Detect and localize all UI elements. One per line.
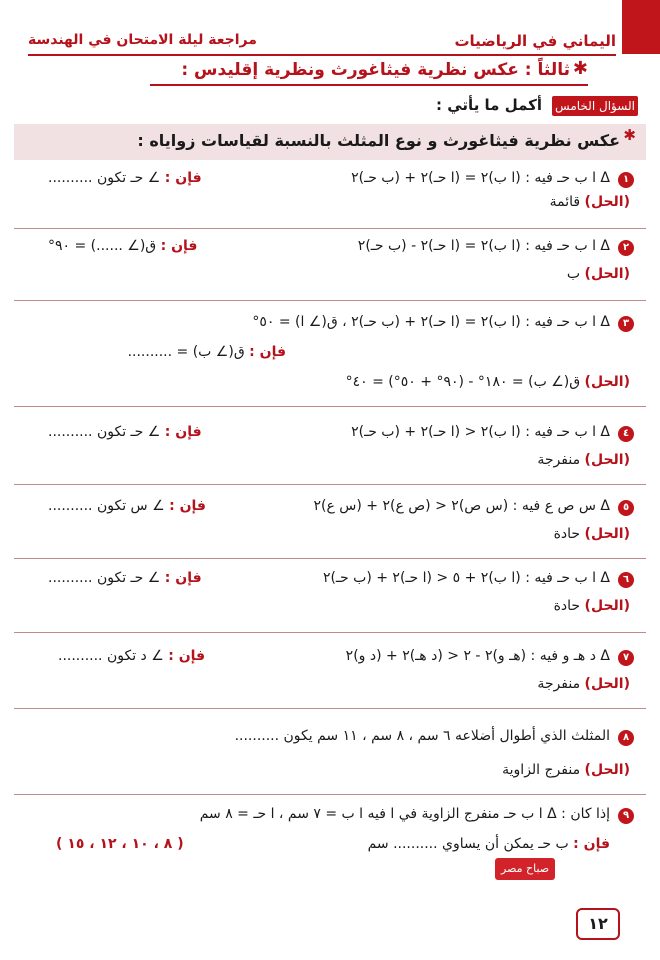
exercise-item-1 — [14, 170, 646, 226]
conclusion-text: ∠ د تكون .......... — [58, 648, 164, 664]
conclusion-text: ∠ س تكون .......... — [48, 498, 165, 514]
star-icon: ✱ — [572, 58, 588, 79]
conclusion-text: ق(∠ ب) = .......... — [127, 344, 245, 360]
conclusion-keyword: فإن : — [168, 648, 206, 664]
solution-label: (الحل) — [584, 452, 630, 468]
star-icon: ✱ — [623, 126, 636, 144]
item-statement: Δ ا ب حـ فيه : (ا ب)٢ < (ا حـ)٢ + (ب حـ)٢ — [351, 424, 610, 440]
exercise-item-4 — [14, 424, 646, 480]
conclusion-text: ب حـ يمكن أن يساوي .......... سم — [367, 836, 569, 852]
header-right-title: اليماني في الرياضيات — [454, 32, 616, 50]
item-divider — [14, 228, 646, 229]
item-number: ١ — [618, 172, 634, 188]
item-number: ٨ — [618, 730, 634, 746]
exercise-item-7 — [14, 648, 646, 704]
item-statement: Δ س ص ع فيه : (س ص)٢ < (ص ع)٢ + (س ع)٢ — [313, 498, 610, 514]
item-divider — [14, 300, 646, 301]
conclusion-text: ق(∠ ......) = ٩٠° — [48, 238, 157, 254]
item-statement: المثلث الذي أطوال أضلاعه ٦ سم ، ٨ سم ، ١١ سم يكون .......... — [234, 728, 610, 744]
page-number: ١٢ — [576, 908, 620, 940]
item-statement: Δ ا ب حـ فيه : (ا ب)٢ + ٥ < (ا حـ)٢ + (ب حـ)٢ — [322, 570, 610, 586]
exercise-item-2 — [14, 238, 646, 294]
header-left-title: مراجعة ليلة الامتحان في الهندسة — [28, 32, 257, 48]
solution-label: (الحل) — [584, 598, 630, 614]
solution-text: حادة — [553, 598, 581, 614]
item-statement: Δ ا ب حـ فيه : (ا ب)٢ = (ا حـ)٢ - (ب حـ)٢ — [357, 238, 610, 254]
item-number: ٣ — [618, 316, 634, 332]
exercise-item-5 — [14, 498, 646, 554]
conclusion-keyword: فإن : — [573, 836, 610, 852]
question-label: السؤال الخامس — [552, 96, 638, 116]
conclusion-keyword: فإن : — [249, 344, 286, 360]
item-statement: Δ د هـ و فيه : (هـ و)٢ - ٢ < (د هـ)٢ + (د و)٢ — [345, 648, 610, 664]
solution-text: منفرجة — [537, 676, 581, 692]
solution-text: ق(∠ ب) = ١٨٠° - (٩٠° + ٥٠°) = ٤٠° — [345, 374, 581, 390]
conclusion-text: ∠ حـ تكون .......... — [48, 570, 161, 586]
item-divider — [14, 708, 646, 709]
conclusion-keyword: فإن : — [164, 570, 202, 586]
exercise-item-8 — [14, 728, 646, 788]
answer-choices: ( ٨ ، ١٠ ، ١٢ ، ١٥ ) — [56, 836, 184, 852]
item-statement: Δ ا ب حـ فيه : (ا ب)٢ = (ا حـ)٢ + (ب حـ)٢ — [351, 170, 610, 186]
item-divider — [14, 558, 646, 559]
item-number: ٢ — [618, 240, 634, 256]
solution-label: (الحل) — [584, 676, 630, 692]
exercise-item-6 — [14, 570, 646, 626]
solution-text: حادة — [553, 526, 581, 542]
solution-text: منفرج الزاوية — [502, 762, 581, 778]
conclusion-keyword: فإن : — [160, 238, 198, 254]
item-number: ٥ — [618, 500, 634, 516]
item-divider — [14, 484, 646, 485]
solution-label: (الحل) — [584, 762, 630, 778]
item-number: ٧ — [618, 650, 634, 666]
conclusion-text: ∠ حـ تكون .......... — [48, 170, 161, 186]
solution-text: ب — [566, 266, 581, 282]
item-divider — [14, 632, 646, 633]
corner-tab — [622, 0, 660, 54]
item-statement: إذا كان : Δ ا ب حـ منفرج الزاوية في ا فيه ا ب = ٧ سم ، ا حـ = ٨ سم — [199, 806, 610, 822]
solution-text: قائمة — [549, 194, 581, 210]
solution-label: (الحل) — [584, 194, 630, 210]
solution-label: (الحل) — [584, 374, 630, 390]
item-divider — [14, 794, 646, 795]
section-title: ثالثاً : عكس نظرية فيثاغورث ونظرية إقليدس : — [181, 60, 570, 80]
item-number: ٤ — [618, 426, 634, 442]
item-divider — [14, 406, 646, 407]
item-number: ٦ — [618, 572, 634, 588]
item-number: ٩ — [618, 808, 634, 824]
solution-label: (الحل) — [584, 266, 630, 282]
item-statement: Δ ا ب حـ فيه : (ا ب)٢ = (ا حـ)٢ + (ب حـ)٢ ، ق(∠ ا) = ٥٠° — [252, 314, 610, 330]
section-underline — [150, 84, 588, 86]
watermark-logo: صباح مصر — [495, 858, 555, 880]
exercise-item-3 — [14, 314, 646, 400]
question-instruction: أكمل ما يأتي : — [436, 96, 542, 114]
solution-label: (الحل) — [584, 526, 630, 542]
conclusion-keyword: فإن : — [164, 170, 202, 186]
conclusion-keyword: فإن : — [164, 424, 202, 440]
banner-text: عكس نظرية فيثاغورث و نوع المثلث بالنسبة لقياسات زواياه : — [137, 131, 620, 150]
solution-text: منفرجة — [537, 452, 581, 468]
conclusion-text: ∠ حـ تكون .......... — [48, 424, 161, 440]
conclusion-keyword: فإن : — [169, 498, 206, 514]
header-divider — [28, 54, 616, 56]
